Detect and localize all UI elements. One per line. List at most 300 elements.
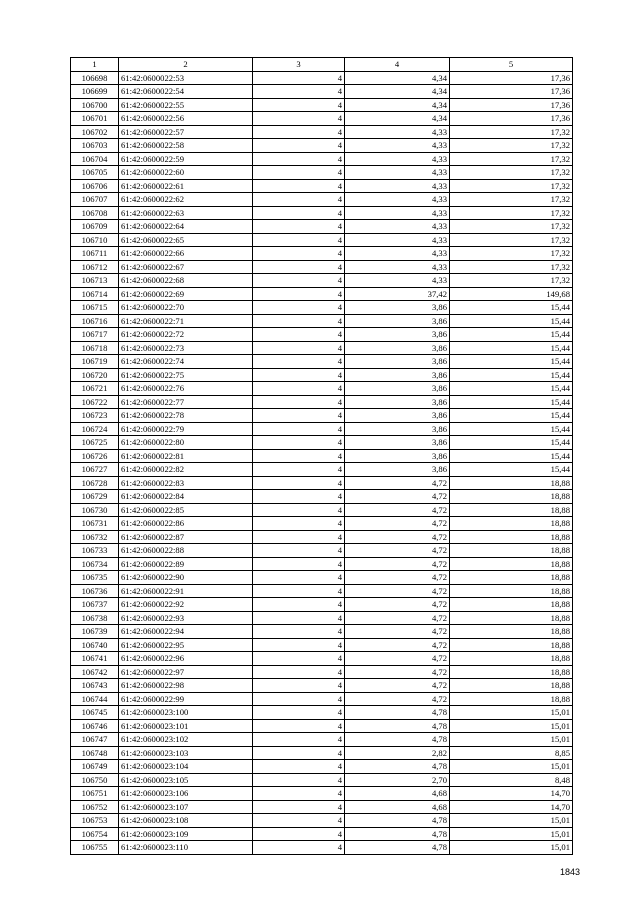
table-cell-col4: 3,86	[345, 328, 450, 342]
table-cell-col4: 4,34	[345, 98, 450, 112]
table-cell-col4: 4,33	[345, 220, 450, 234]
table-cell-col1: 106706	[71, 179, 119, 193]
table-cell-col4: 3,86	[345, 463, 450, 477]
table-cell-col5: 17,32	[450, 220, 573, 234]
table-cell-col2: 61:42:0600023:100	[119, 706, 253, 720]
table-cell-col5: 8,48	[450, 773, 573, 787]
table-cell-col3: 4	[253, 152, 345, 166]
table-cell-col4: 3,86	[345, 314, 450, 328]
table-row	[71, 841, 573, 855]
table-cell-col3: 4	[253, 125, 345, 139]
table-cell-col2: 61:42:0600022:69	[119, 287, 253, 301]
table-row	[71, 220, 573, 234]
table-cell-col5: 8,85	[450, 746, 573, 760]
table-cell-col1: 106747	[71, 733, 119, 747]
table-cell-col5: 17,36	[450, 71, 573, 85]
table-cell-col5: 15,44	[450, 368, 573, 382]
table-cell-col1: 106713	[71, 274, 119, 288]
table-cell-col1: 106728	[71, 476, 119, 490]
table-cell-col1: 106702	[71, 125, 119, 139]
table-cell-col2: 61:42:0600022:54	[119, 85, 253, 99]
table-cell-col5: 15,44	[450, 395, 573, 409]
table-cell-col1: 106721	[71, 382, 119, 396]
table-cell-col5: 15,44	[450, 382, 573, 396]
table-cell-col4: 4,68	[345, 800, 450, 814]
table-cell-col1: 106752	[71, 800, 119, 814]
table-cell-col2: 61:42:0600022:93	[119, 611, 253, 625]
table-cell-col1: 106731	[71, 517, 119, 531]
table-cell-col2: 61:42:0600022:94	[119, 625, 253, 639]
table-cell-col2: 61:42:0600022:84	[119, 490, 253, 504]
table-cell-col5: 15,44	[450, 436, 573, 450]
table-row	[71, 638, 573, 652]
table-row	[71, 652, 573, 666]
table-row	[71, 152, 573, 166]
table-cell-col3: 4	[253, 490, 345, 504]
table-cell-col2: 61:42:0600023:102	[119, 733, 253, 747]
table-row	[71, 665, 573, 679]
table-cell-col1: 106745	[71, 706, 119, 720]
page-number: 1843	[560, 867, 581, 877]
table-cell-col2: 61:42:0600022:57	[119, 125, 253, 139]
table-cell-col3: 4	[253, 544, 345, 558]
table-row	[71, 233, 573, 247]
table-cell-col2: 61:42:0600022:56	[119, 112, 253, 126]
table-cell-col3: 4	[253, 706, 345, 720]
table-row	[71, 314, 573, 328]
table-cell-col4: 4,78	[345, 733, 450, 747]
table-cell-col5: 18,88	[450, 598, 573, 612]
table-row	[71, 112, 573, 126]
table-cell-col4: 4,33	[345, 166, 450, 180]
table-cell-col4: 4,78	[345, 841, 450, 855]
column-header-1: 1	[71, 58, 119, 72]
table-cell-col1: 106743	[71, 679, 119, 693]
table-cell-col3: 4	[253, 368, 345, 382]
table-cell-col2: 61:42:0600023:106	[119, 787, 253, 801]
table-row	[71, 139, 573, 153]
table-cell-col4: 4,34	[345, 85, 450, 99]
table-cell-col1: 106724	[71, 422, 119, 436]
table-cell-col5: 15,44	[450, 328, 573, 342]
table-cell-col5: 15,01	[450, 706, 573, 720]
table-cell-col3: 4	[253, 355, 345, 369]
table-cell-col1: 106746	[71, 719, 119, 733]
table-cell-col3: 4	[253, 463, 345, 477]
table-cell-col1: 106742	[71, 665, 119, 679]
table-cell-col2: 61:42:0600022:74	[119, 355, 253, 369]
table-cell-col3: 4	[253, 193, 345, 207]
table-cell-col3: 4	[253, 247, 345, 261]
table-cell-col1: 106725	[71, 436, 119, 450]
table-cell-col1: 106755	[71, 841, 119, 855]
table-row	[71, 476, 573, 490]
table-cell-col3: 4	[253, 787, 345, 801]
table-row	[71, 800, 573, 814]
table-row	[71, 517, 573, 531]
table-header-row	[71, 58, 573, 72]
table-cell-col1: 106750	[71, 773, 119, 787]
table-row	[71, 544, 573, 558]
table-cell-col1: 106717	[71, 328, 119, 342]
table-cell-col5: 17,36	[450, 85, 573, 99]
table-cell-col4: 2,82	[345, 746, 450, 760]
table-row	[71, 409, 573, 423]
table-cell-col2: 61:42:0600022:79	[119, 422, 253, 436]
table-cell-col5: 17,32	[450, 260, 573, 274]
table-cell-col1: 106700	[71, 98, 119, 112]
table-cell-col3: 4	[253, 679, 345, 693]
table-cell-col3: 4	[253, 584, 345, 598]
table-cell-col5: 15,44	[450, 355, 573, 369]
table-cell-col3: 4	[253, 557, 345, 571]
table-row	[71, 706, 573, 720]
table-cell-col2: 61:42:0600022:63	[119, 206, 253, 220]
table-body	[71, 71, 573, 854]
table-cell-col2: 61:42:0600022:97	[119, 665, 253, 679]
table-row	[71, 557, 573, 571]
table-cell-col1: 106736	[71, 584, 119, 598]
table-cell-col4: 4,72	[345, 571, 450, 585]
table-cell-col4: 4,33	[345, 152, 450, 166]
table-cell-col2: 61:42:0600022:98	[119, 679, 253, 693]
table-cell-col5: 17,32	[450, 247, 573, 261]
table-row	[71, 341, 573, 355]
table-cell-col4: 3,86	[345, 368, 450, 382]
table-cell-col4: 4,72	[345, 638, 450, 652]
table-cell-col1: 106754	[71, 827, 119, 841]
table-cell-col5: 17,32	[450, 206, 573, 220]
table-cell-col1: 106716	[71, 314, 119, 328]
table-cell-col2: 61:42:0600022:66	[119, 247, 253, 261]
table-cell-col3: 4	[253, 341, 345, 355]
table-cell-col1: 106735	[71, 571, 119, 585]
table-cell-col3: 4	[253, 517, 345, 531]
table-cell-col1: 106712	[71, 260, 119, 274]
table-cell-col2: 61:42:0600022:58	[119, 139, 253, 153]
table-row	[71, 490, 573, 504]
table-row	[71, 355, 573, 369]
table-cell-col4: 4,78	[345, 719, 450, 733]
table-row	[71, 733, 573, 747]
table-cell-col4: 4,78	[345, 706, 450, 720]
table-cell-col2: 61:42:0600022:59	[119, 152, 253, 166]
table-cell-col3: 4	[253, 503, 345, 517]
table-cell-col1: 106723	[71, 409, 119, 423]
table-cell-col5: 18,88	[450, 530, 573, 544]
table-cell-col1: 106708	[71, 206, 119, 220]
table-cell-col3: 4	[253, 328, 345, 342]
table-cell-col5: 18,88	[450, 476, 573, 490]
table-row	[71, 206, 573, 220]
table-cell-col1: 106715	[71, 301, 119, 315]
table-cell-col4: 4,72	[345, 692, 450, 706]
table-row	[71, 274, 573, 288]
table-cell-col2: 61:42:0600022:55	[119, 98, 253, 112]
table-row	[71, 787, 573, 801]
table-cell-col4: 37,42	[345, 287, 450, 301]
table-cell-col3: 4	[253, 652, 345, 666]
table-cell-col4: 4,68	[345, 787, 450, 801]
table-cell-col2: 61:42:0600022:82	[119, 463, 253, 477]
table-row	[71, 71, 573, 85]
table-row	[71, 395, 573, 409]
table-cell-col5: 14,70	[450, 800, 573, 814]
table-cell-col1: 106720	[71, 368, 119, 382]
table-cell-col4: 4,78	[345, 827, 450, 841]
table-cell-col1: 106711	[71, 247, 119, 261]
table-cell-col5: 15,44	[450, 463, 573, 477]
table-cell-col4: 3,86	[345, 301, 450, 315]
table-cell-col3: 4	[253, 760, 345, 774]
table-cell-col4: 4,33	[345, 193, 450, 207]
table-cell-col4: 4,34	[345, 71, 450, 85]
table-cell-col3: 4	[253, 112, 345, 126]
table-row	[71, 463, 573, 477]
table-cell-col5: 15,01	[450, 719, 573, 733]
table-cell-col4: 4,72	[345, 544, 450, 558]
table-cell-col3: 4	[253, 233, 345, 247]
table-cell-col4: 4,33	[345, 233, 450, 247]
table-cell-col5: 18,88	[450, 571, 573, 585]
table-cell-col5: 18,88	[450, 517, 573, 531]
table-cell-col4: 4,72	[345, 490, 450, 504]
table-row	[71, 571, 573, 585]
table-cell-col2: 61:42:0600022:77	[119, 395, 253, 409]
table-cell-col4: 4,72	[345, 611, 450, 625]
table-cell-col3: 4	[253, 598, 345, 612]
table-cell-col2: 61:42:0600022:95	[119, 638, 253, 652]
table-cell-col1: 106698	[71, 71, 119, 85]
table-cell-col5: 17,36	[450, 98, 573, 112]
table-cell-col3: 4	[253, 301, 345, 315]
table-cell-col3: 4	[253, 719, 345, 733]
table-cell-col1: 106719	[71, 355, 119, 369]
table-cell-col4: 4,72	[345, 665, 450, 679]
table-cell-col5: 149,68	[450, 287, 573, 301]
table-cell-col2: 61:42:0600022:81	[119, 449, 253, 463]
table-row	[71, 368, 573, 382]
table-cell-col5: 15,44	[450, 422, 573, 436]
table-cell-col1: 106730	[71, 503, 119, 517]
table-cell-col5: 18,88	[450, 665, 573, 679]
table-cell-col1: 106709	[71, 220, 119, 234]
table-cell-col2: 61:42:0600022:83	[119, 476, 253, 490]
table-row	[71, 530, 573, 544]
column-header-2: 2	[119, 58, 253, 72]
table-row	[71, 503, 573, 517]
table-cell-col5: 15,44	[450, 301, 573, 315]
table-cell-col4: 4,33	[345, 139, 450, 153]
table-cell-col5: 18,88	[450, 679, 573, 693]
table-cell-col4: 4,33	[345, 206, 450, 220]
table-cell-col4: 4,33	[345, 247, 450, 261]
table-cell-col4: 4,72	[345, 517, 450, 531]
table-row	[71, 382, 573, 396]
table-row	[71, 692, 573, 706]
table-cell-col5: 17,32	[450, 274, 573, 288]
table-cell-col2: 61:42:0600022:92	[119, 598, 253, 612]
table-cell-col5: 17,32	[450, 193, 573, 207]
table-cell-col3: 4	[253, 733, 345, 747]
table-row	[71, 193, 573, 207]
table-cell-col2: 61:42:0600022:88	[119, 544, 253, 558]
table-cell-col4: 4,78	[345, 760, 450, 774]
table-cell-col5: 15,44	[450, 314, 573, 328]
table-cell-col4: 4,33	[345, 274, 450, 288]
table-cell-col5: 17,32	[450, 125, 573, 139]
table-cell-col4: 4,72	[345, 503, 450, 517]
table-cell-col5: 15,44	[450, 409, 573, 423]
data-table	[70, 57, 573, 855]
table-row	[71, 827, 573, 841]
table-cell-col5: 15,01	[450, 827, 573, 841]
table-cell-col2: 61:42:0600022:64	[119, 220, 253, 234]
table-cell-col5: 17,32	[450, 179, 573, 193]
table-row	[71, 260, 573, 274]
table-row	[71, 85, 573, 99]
table-cell-col5: 18,88	[450, 544, 573, 558]
table-cell-col4: 3,86	[345, 422, 450, 436]
table-cell-col1: 106722	[71, 395, 119, 409]
column-header-4: 4	[345, 58, 450, 72]
table-cell-col5: 15,01	[450, 760, 573, 774]
table-cell-col4: 4,72	[345, 476, 450, 490]
column-header-3: 3	[253, 58, 345, 72]
table-cell-col1: 106729	[71, 490, 119, 504]
table-row	[71, 179, 573, 193]
table-row	[71, 98, 573, 112]
table-cell-col3: 4	[253, 571, 345, 585]
table-cell-col1: 106732	[71, 530, 119, 544]
table-cell-col3: 4	[253, 841, 345, 855]
table-cell-col3: 4	[253, 139, 345, 153]
table-cell-col4: 3,86	[345, 436, 450, 450]
table-cell-col2: 61:42:0600022:78	[119, 409, 253, 423]
table-cell-col5: 18,88	[450, 584, 573, 598]
table-cell-col1: 106699	[71, 85, 119, 99]
table-cell-col1: 106749	[71, 760, 119, 774]
table-cell-col5: 15,01	[450, 814, 573, 828]
table-cell-col4: 4,72	[345, 584, 450, 598]
table-cell-col3: 4	[253, 436, 345, 450]
table-row	[71, 449, 573, 463]
table-row	[71, 247, 573, 261]
table-cell-col1: 106741	[71, 652, 119, 666]
table-cell-col5: 15,44	[450, 341, 573, 355]
table-cell-col3: 4	[253, 314, 345, 328]
table-cell-col5: 18,88	[450, 611, 573, 625]
table-cell-col1: 106739	[71, 625, 119, 639]
table-cell-col1: 106707	[71, 193, 119, 207]
table-cell-col2: 61:42:0600022:80	[119, 436, 253, 450]
table-cell-col2: 61:42:0600023:109	[119, 827, 253, 841]
table-cell-col5: 17,32	[450, 139, 573, 153]
table-row	[71, 814, 573, 828]
table-row	[71, 625, 573, 639]
table-cell-col2: 61:42:0600023:105	[119, 773, 253, 787]
table-cell-col2: 61:42:0600022:53	[119, 71, 253, 85]
table-cell-col5: 18,88	[450, 692, 573, 706]
table-cell-col2: 61:42:0600022:76	[119, 382, 253, 396]
table-cell-col3: 4	[253, 625, 345, 639]
table-cell-col5: 18,88	[450, 625, 573, 639]
table-cell-col4: 4,72	[345, 625, 450, 639]
table-cell-col5: 17,32	[450, 152, 573, 166]
table-cell-col3: 4	[253, 611, 345, 625]
table-cell-col1: 106740	[71, 638, 119, 652]
table-cell-col2: 61:42:0600022:89	[119, 557, 253, 571]
table-cell-col4: 3,86	[345, 355, 450, 369]
table-cell-col4: 4,72	[345, 530, 450, 544]
table-cell-col2: 61:42:0600022:96	[119, 652, 253, 666]
table-cell-col2: 61:42:0600022:73	[119, 341, 253, 355]
table-row	[71, 746, 573, 760]
table-cell-col4: 3,86	[345, 341, 450, 355]
table-cell-col4: 4,72	[345, 598, 450, 612]
table-row	[71, 125, 573, 139]
table-cell-col3: 4	[253, 814, 345, 828]
table-cell-col1: 106704	[71, 152, 119, 166]
table-cell-col2: 61:42:0600023:108	[119, 814, 253, 828]
table-cell-col3: 4	[253, 98, 345, 112]
table-cell-col1: 106751	[71, 787, 119, 801]
table-cell-col3: 4	[253, 220, 345, 234]
table-cell-col3: 4	[253, 827, 345, 841]
table-cell-col2: 61:42:0600023:110	[119, 841, 253, 855]
table-cell-col3: 4	[253, 476, 345, 490]
table-cell-col3: 4	[253, 409, 345, 423]
table-cell-col2: 61:42:0600022:90	[119, 571, 253, 585]
table-cell-col5: 18,88	[450, 557, 573, 571]
table-cell-col5: 18,88	[450, 638, 573, 652]
table-row	[71, 719, 573, 733]
table-cell-col2: 61:42:0600022:65	[119, 233, 253, 247]
table-cell-col1: 106701	[71, 112, 119, 126]
table-cell-col2: 61:42:0600022:61	[119, 179, 253, 193]
table-row	[71, 166, 573, 180]
table-cell-col1: 106727	[71, 463, 119, 477]
table-cell-col5: 18,88	[450, 490, 573, 504]
table-cell-col3: 4	[253, 206, 345, 220]
table-row	[71, 760, 573, 774]
table-row	[71, 611, 573, 625]
table-cell-col5: 17,32	[450, 233, 573, 247]
table-cell-col2: 61:42:0600022:68	[119, 274, 253, 288]
table-cell-col5: 18,88	[450, 503, 573, 517]
column-header-5: 5	[450, 58, 573, 72]
table-cell-col2: 61:42:0600022:91	[119, 584, 253, 598]
table-cell-col2: 61:42:0600023:107	[119, 800, 253, 814]
table-cell-col1: 106714	[71, 287, 119, 301]
table-row	[71, 436, 573, 450]
table-cell-col2: 61:42:0600022:60	[119, 166, 253, 180]
table-cell-col4: 3,86	[345, 382, 450, 396]
table-cell-col1: 106734	[71, 557, 119, 571]
table-cell-col2: 61:42:0600023:101	[119, 719, 253, 733]
table-cell-col1: 106703	[71, 139, 119, 153]
table-row	[71, 773, 573, 787]
table-cell-col4: 3,86	[345, 395, 450, 409]
table-cell-col3: 4	[253, 638, 345, 652]
table-cell-col1: 106710	[71, 233, 119, 247]
table-cell-col3: 4	[253, 665, 345, 679]
table-cell-col2: 61:42:0600022:75	[119, 368, 253, 382]
table-cell-col2: 61:42:0600022:71	[119, 314, 253, 328]
table-cell-col5: 17,32	[450, 166, 573, 180]
table-row	[71, 598, 573, 612]
table-cell-col4: 4,72	[345, 557, 450, 571]
